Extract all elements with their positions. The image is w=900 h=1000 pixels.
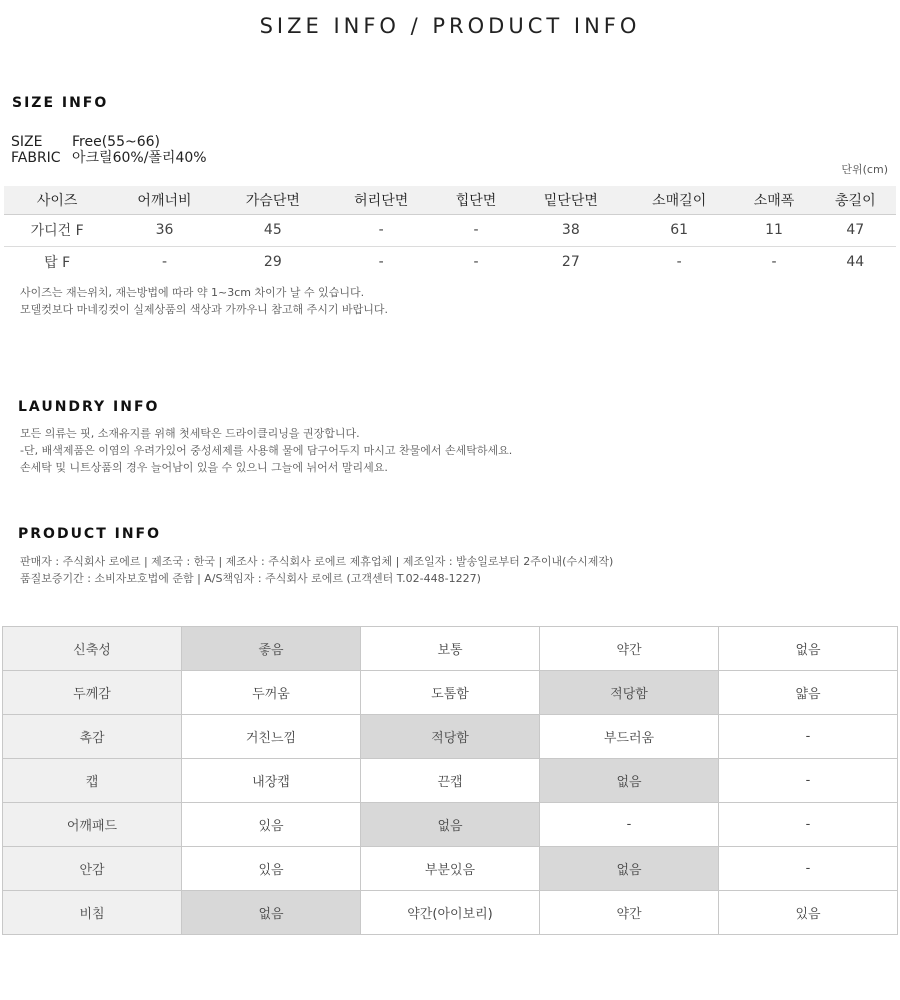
table-cell: 44 [846,254,865,271]
size-table-header: 소매폭 [733,186,814,214]
fabric-row-label: 어깨패드 [3,803,182,847]
table-cell: - [378,254,384,271]
laundry-info-heading: LAUNDRY INFO [18,399,160,415]
fabric-option: 부드러움 [540,715,719,759]
fabric-option: 보통 [361,627,540,671]
fabric-option: 거친느낌 [182,715,361,759]
size-table-header: 사이즈 [4,186,110,214]
size-notes [20,284,388,318]
fabric-option: 부분있음 [361,847,540,891]
fabric-row [3,671,898,715]
fabric-spec [11,150,207,166]
table-cell: 27 [561,254,580,271]
fabric-row [3,627,898,671]
fabric-option: 약간 [540,627,719,671]
fabric-option-selected: 없음 [540,847,719,891]
laundry-line: 모든 의류는 핏, 소재유지를 위해 첫세탁은 드라이클리닝을 권장합니다. [20,427,360,440]
product-line: 판매자 : 주식회사 로에르 | 제조국 : 한국 | 제조사 : 주식회사 로에르 제휴업체 | 제조일자 : 발송일로부터 2주이내(수시제작) [20,555,614,568]
fabric-option-selected: 적당함 [540,671,719,715]
size-table-header: 밑단단면 [517,186,625,214]
table-cell: 29 [263,254,282,271]
fabric-property-table [2,626,898,935]
fabric-row-label: 비침 [3,891,182,935]
fabric-option: 끈캡 [361,759,540,803]
fabric-value: 아크릴60%/폴리40% [72,150,207,166]
fabric-option: 있음 [719,891,898,935]
fabric-option: - [719,715,898,759]
fabric-option: 있음 [182,847,361,891]
table-cell: - [327,214,435,246]
product-info-heading: PRODUCT INFO [18,526,162,542]
size-table-header: 총길이 [815,186,896,214]
table-cell: - [161,254,167,271]
fabric-option: 도톰함 [361,671,540,715]
fabric-option-selected: 적당함 [361,715,540,759]
fabric-row [3,759,898,803]
laundry-line: 손세탁 및 니트상품의 경우 늘어남이 있을 수 있으니 그늘에 뉘어서 말리세요. [20,461,388,474]
size-value: Free(55~66) [72,134,160,150]
fabric-option: - [540,803,719,847]
size-table-header: 어깨너비 [110,186,218,214]
fabric-row-label: 신축성 [3,627,182,671]
table-cell: 가디건 F [4,214,110,246]
table-cell: - [771,254,777,271]
page-title: SIZE INFO / PRODUCT INFO [259,14,641,38]
table-cell: 36 [110,214,218,246]
fabric-row [3,847,898,891]
size-table-header-row [4,186,896,214]
fabric-key: FABRIC [11,150,61,166]
table-cell: - [676,254,682,271]
size-table [4,186,896,278]
fabric-option: - [719,803,898,847]
table-cell: 38 [517,214,625,246]
fabric-row-label: 촉감 [3,715,182,759]
fabric-row-label: 캡 [3,759,182,803]
fabric-row-label: 두께감 [3,671,182,715]
size-note-line: 사이즈는 재는위치, 재는방법에 따라 약 1~3cm 차이가 날 수 있습니다. [20,286,365,299]
fabric-option: 없음 [719,627,898,671]
fabric-row [3,891,898,935]
fabric-option: 있음 [182,803,361,847]
laundry-line: -단, 배색제품은 이염의 우려가있어 중성세제를 사용해 물에 담구어두지 마시고 찬물에서 손세탁하세요. [20,444,513,457]
table-cell: 47 [815,214,896,246]
fabric-option: 약간 [540,891,719,935]
table-cell: 11 [733,214,814,246]
unit-label: 단위(cm) [841,163,888,176]
table-row [4,246,896,278]
size-table-header: 허리단면 [327,186,435,214]
fabric-option: 내장캡 [182,759,361,803]
fabric-option: 얇음 [719,671,898,715]
fabric-option: 두꺼움 [182,671,361,715]
fabric-option-selected: 없음 [361,803,540,847]
table-cell: 탑 F [44,255,71,272]
size-note-line: 모델컷보다 마네킹컷이 실제상품의 색상과 가까우니 참고해 주시기 바랍니다. [20,303,389,316]
size-info-heading: SIZE INFO [12,95,109,111]
fabric-option: 약간(아이보리) [361,891,540,935]
fabric-option: - [719,759,898,803]
fabric-row [3,803,898,847]
laundry-notes [20,425,512,476]
table-cell: - [473,254,479,271]
fabric-option-selected: 좋음 [182,627,361,671]
fabric-row-label: 안감 [3,847,182,891]
table-row [4,214,896,246]
size-spec [11,134,160,150]
size-key: SIZE [11,134,43,150]
fabric-option-selected: 없음 [182,891,361,935]
fabric-option: - [719,847,898,891]
fabric-option-selected: 없음 [540,759,719,803]
table-cell: 61 [625,214,733,246]
size-table-header: 가슴단면 [219,186,327,214]
size-table-header: 소매길이 [625,186,733,214]
fabric-row [3,715,898,759]
size-table-header: 힙단면 [435,186,516,214]
product-notes [20,553,613,587]
table-cell: 45 [219,214,327,246]
product-line: 품질보증기간 : 소비자보호법에 준함 | A/S책임자 : 주식회사 로에르 (고객센터 T.02-448-1227) [20,572,481,585]
table-cell: - [435,214,516,246]
